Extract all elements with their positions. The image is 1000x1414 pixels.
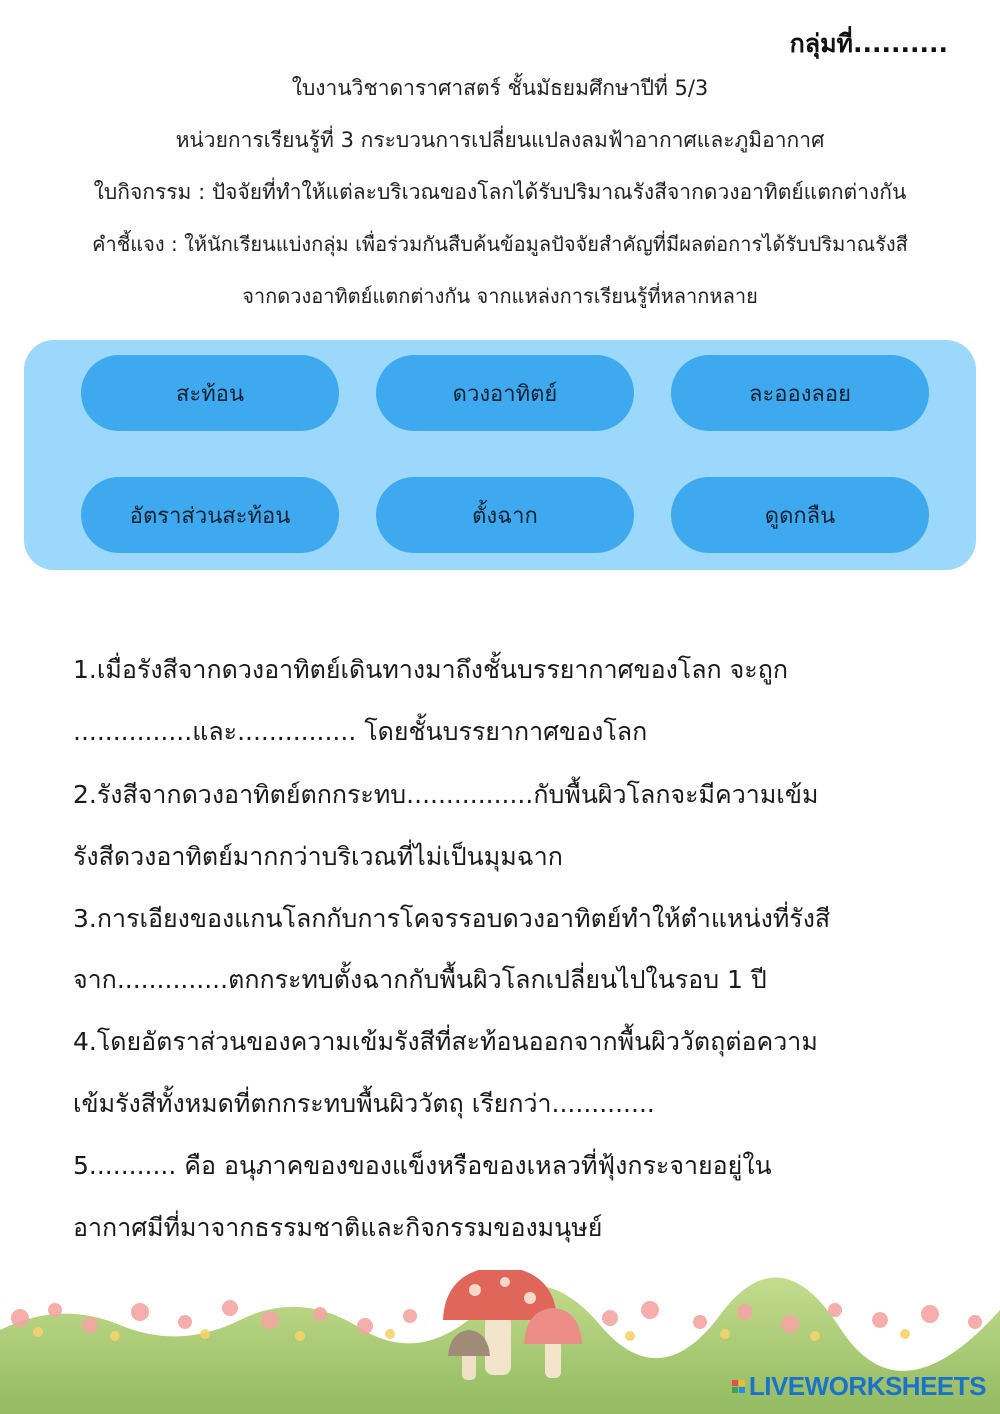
word-bank: [24, 340, 976, 570]
question-2-line-2: รังสีดวงอาทิตย์มากกว่าบริเวณที่ไม่เป็นมุมฉาก: [73, 842, 563, 871]
question-1-line-1: 1.เมื่อรังสีจากดวงอาทิตย์เดินทางมาถึงชั้นบรรยากาศของโลก จะถูก: [73, 655, 788, 684]
liveworksheets-logo[interactable]: [732, 1371, 986, 1402]
group-label: กลุ่มที่..........: [789, 29, 948, 58]
word-pill-perpendicular[interactable]: ตั้งฉาก: [376, 477, 634, 553]
activity-title: ใบกิจกรรม : ปัจจัยที่ทำให้แต่ละบริเวณของโลกได้รับปริมาณรังสีจากดวงอาทิตย์แตกต่างกัน: [93, 180, 907, 204]
question-5-line-1: 5........... คือ อนุภาคของของแข็งหรือของเหลวที่ฟุ้งกระจายอยู่ใน: [73, 1151, 772, 1180]
word-pill-albedo[interactable]: อัตราส่วนสะท้อน: [81, 477, 339, 553]
question-2-line-1: 2.รังสีจากดวงอาทิตย์ตกกระทบ................กับพื้นผิวโลกจะมีความเข้ม: [73, 780, 819, 809]
question-3-line-2: จาก..............ตกกระทบตั้งฉากกับพื้นผิวโลกเปลี่ยนไปในรอบ 1 ปี: [73, 965, 767, 994]
word-pill-absorb[interactable]: ดูดกลืน: [671, 477, 929, 553]
unit-title: หน่วยการเรียนรู้ที่ 3 กระบวนการเปลี่ยนแปลงลมฟ้าอากาศและภูมิอากาศ: [175, 128, 825, 152]
word-pill-reflect[interactable]: สะท้อน: [81, 355, 339, 431]
instruction-line-1: คำชี้แจง : ให้นักเรียนแบ่งกลุ่ม เพื่อร่วมกันสืบค้นข้อมูลปัจจัยสำคัญที่มีผลต่อการได้รับปริมาณรังสี: [92, 232, 908, 256]
word-pill-sun[interactable]: ดวงอาทิตย์: [376, 355, 634, 431]
question-5-line-2: อากาศมีที่มาจากธรรมชาติและกิจกรรมของมนุษย์: [73, 1213, 603, 1242]
question-1-line-2: ...............และ............... โดยชั้นบรรยากาศของโลก: [73, 717, 648, 746]
worksheet-title: ใบงานวิชาดาราศาสตร์ ชั้นมัธยมศึกษาปีที่ 5/3: [291, 76, 709, 100]
question-3-line-1: 3.การเอียงของแกนโลกกับการโคจรรอบดวงอาทิตย์ทำให้ตำแหน่งที่รังสี: [73, 904, 831, 933]
question-4-line-1: 4.โดยอัตราส่วนของความเข้มรังสีที่สะท้อนออกจากพื้นผิววัตถุต่อความ: [73, 1027, 818, 1056]
instruction-line-2: จากดวงอาทิตย์แตกต่างกัน จากแหล่งการเรียนรู้ที่หลากหลาย: [242, 284, 758, 308]
liveworksheets-logo-icon: [732, 1380, 745, 1393]
brand-label: LIVEWORKSHEETS: [748, 1371, 986, 1401]
question-4-line-2: เข้มรังสีทั้งหมดที่ตกกระทบพื้นผิววัตถุ เรียกว่า.............: [73, 1089, 655, 1118]
word-pill-aerosol[interactable]: ละอองลอย: [671, 355, 929, 431]
